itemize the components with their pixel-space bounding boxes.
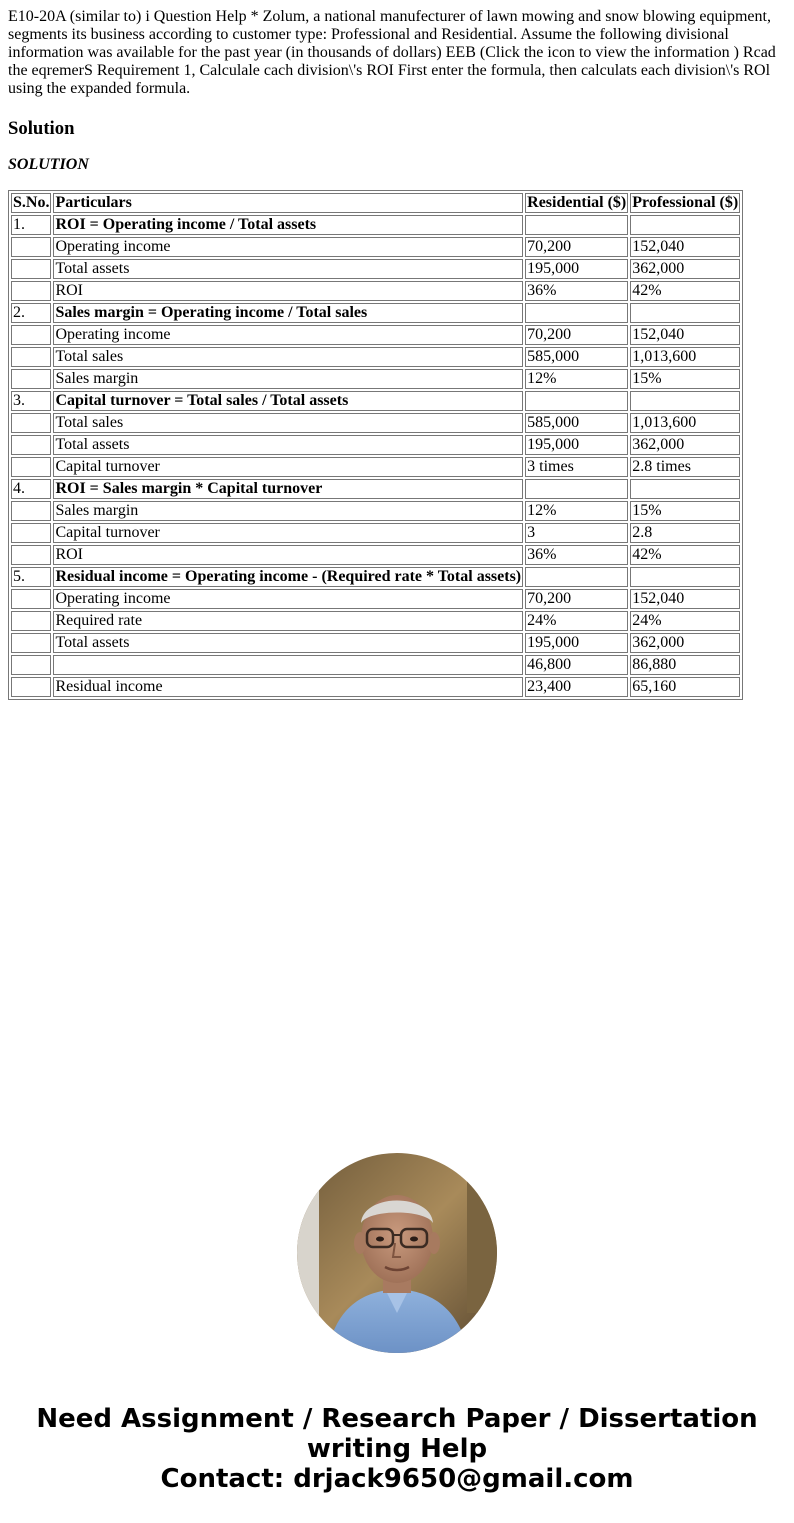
table-row (11, 589, 740, 609)
cell-label: Operating income (53, 237, 523, 257)
cell-professional: 362,000 (630, 633, 740, 653)
cell-residential: 195,000 (525, 633, 628, 653)
cell-residential (525, 215, 628, 235)
cell-professional (630, 567, 740, 587)
group-title-row (11, 215, 740, 235)
cell-residential: 12% (525, 369, 628, 389)
cell-formula: Capital turnover = Total sales / Total assets (53, 391, 523, 411)
table-row (11, 611, 740, 631)
cell-label: Total assets (53, 633, 523, 653)
cell-label: Sales margin (53, 501, 523, 521)
table-row (11, 655, 740, 675)
cell-residential: 46,800 (525, 655, 628, 675)
cell-label: Operating income (53, 589, 523, 609)
table-group (11, 391, 740, 477)
footer-line-1: Need Assignment / Research Paper / Dissertation (36, 1404, 758, 1434)
header-residential: Residential ($) (527, 194, 627, 211)
header-row (11, 193, 740, 213)
cell-sno (11, 347, 51, 367)
table-row (11, 413, 740, 433)
table-group (11, 303, 740, 389)
cell-professional: 2.8 times (630, 457, 740, 477)
table-row (11, 677, 740, 697)
cell-professional (630, 391, 740, 411)
cell-residential: 195,000 (525, 435, 628, 455)
cell-professional: 15% (630, 369, 740, 389)
cell-label: Residual income (53, 677, 523, 697)
cell-professional (630, 479, 740, 499)
cell-residential (525, 391, 628, 411)
cell-professional: 362,000 (630, 435, 740, 455)
table-row (11, 633, 740, 653)
table-row (11, 501, 740, 521)
cell-professional: 24% (630, 611, 740, 631)
group-title-row (11, 303, 740, 323)
cell-residential: 3 (525, 523, 628, 543)
cell-professional: 1,013,600 (630, 413, 740, 433)
cell-professional: 42% (630, 281, 740, 301)
cell-sno (11, 545, 51, 565)
cell-residential: 24% (525, 611, 628, 631)
cell-professional (630, 303, 740, 323)
table-header (11, 193, 740, 213)
cell-label: Total assets (53, 435, 523, 455)
group-title-row (11, 391, 740, 411)
cell-residential: 12% (525, 501, 628, 521)
cell-residential: 70,200 (525, 589, 628, 609)
cell-sno (11, 259, 51, 279)
table-row (11, 237, 740, 257)
cell-sno: 2. (11, 303, 51, 323)
cell-label: Operating income (53, 325, 523, 345)
cell-residential: 585,000 (525, 413, 628, 433)
cell-sno (11, 435, 51, 455)
cell-professional: 152,040 (630, 325, 740, 345)
cell-sno (11, 633, 51, 653)
cell-sno (11, 589, 51, 609)
cell-formula: Sales margin = Operating income / Total sales (53, 303, 523, 323)
cell-sno (11, 457, 51, 477)
cell-residential (525, 567, 628, 587)
group-title-row (11, 567, 740, 587)
cell-formula: ROI = Operating income / Total assets (53, 215, 523, 235)
cell-professional: 152,040 (630, 589, 740, 609)
table-group (11, 567, 740, 697)
cell-professional: 362,000 (630, 259, 740, 279)
cell-sno (11, 655, 51, 675)
cell-residential: 36% (525, 281, 628, 301)
header-professional: Professional ($) (632, 194, 739, 211)
cell-sno: 3. (11, 391, 51, 411)
cell-label: Total assets (53, 259, 523, 279)
cell-sno: 4. (11, 479, 51, 499)
table-row (11, 545, 740, 565)
solution-table (8, 190, 743, 700)
cell-sno (11, 325, 51, 345)
cell-professional: 2.8 (630, 523, 740, 543)
cell-residential (525, 479, 628, 499)
cell-sno: 1. (11, 215, 51, 235)
cell-residential: 195,000 (525, 259, 628, 279)
table-group (11, 215, 740, 301)
table-group (11, 479, 740, 565)
footer-line-2: writing Help (306, 1434, 488, 1464)
cell-sno (11, 501, 51, 521)
table-row (11, 435, 740, 455)
group-title-row (11, 479, 740, 499)
cell-professional: 1,013,600 (630, 347, 740, 367)
cell-label: Total sales (53, 413, 523, 433)
table-row (11, 347, 740, 367)
footer-line-3: Contact: drjack9650@gmail.com (160, 1464, 634, 1494)
table-row (11, 369, 740, 389)
cell-professional: 42% (630, 545, 740, 565)
cell-professional: 65,160 (630, 677, 740, 697)
cell-residential: 36% (525, 545, 628, 565)
cell-sno (11, 369, 51, 389)
table-row (11, 281, 740, 301)
question-text: E10-20A (similar to) i Question Help * Zolum, a national manufecturer of lawn mowing and snow blowing equipment, segments its business according to customer type: Professional and Residential. Assume the following divisional information was available for the past year (in thousands of dollars) EEB (Click the icon to view the information ) Rcad the eqremerS Requirement 1, Calculale cach division\'s ROI First enter the formula, then calculats each division\'s ROl using the expanded formula. (8, 8, 776, 97)
table-row (11, 457, 740, 477)
solution-subheading: SOLUTION (8, 156, 89, 173)
header-sno: S.No. (13, 194, 50, 211)
cell-sno (11, 611, 51, 631)
cell-label: Capital turnover (53, 523, 523, 543)
cell-label: Capital turnover (53, 457, 523, 477)
cell-label: ROI (53, 545, 523, 565)
table-row (11, 523, 740, 543)
cell-sno (11, 523, 51, 543)
cell-professional: 15% (630, 501, 740, 521)
cell-sno: 5. (11, 567, 51, 587)
cell-label: Sales margin (53, 369, 523, 389)
cell-residential: 23,400 (525, 677, 628, 697)
cell-sno (11, 281, 51, 301)
footer-ad (0, 1404, 794, 1494)
cell-formula: Residual income = Operating income - (Required rate * Total assets) (55, 568, 522, 585)
cell-residential: 585,000 (525, 347, 628, 367)
cell-residential (525, 303, 628, 323)
page-content (0, 0, 794, 700)
solution-heading: Solution (8, 118, 75, 139)
author-photo (297, 1153, 497, 1353)
cell-residential: 70,200 (525, 237, 628, 257)
cell-formula: ROI = Sales margin * Capital turnover (53, 479, 523, 499)
cell-sno (11, 237, 51, 257)
cell-label (53, 655, 523, 675)
cell-label: ROI (53, 281, 523, 301)
cell-residential: 70,200 (525, 325, 628, 345)
table-row (11, 259, 740, 279)
cell-residential: 3 times (525, 457, 628, 477)
cell-professional: 152,040 (630, 237, 740, 257)
header-particulars: Particulars (53, 193, 523, 213)
table-row (11, 325, 740, 345)
cell-label: Total sales (53, 347, 523, 367)
cell-professional (630, 215, 740, 235)
author-avatar (297, 1153, 497, 1353)
cell-professional: 86,880 (630, 655, 740, 675)
cell-sno (11, 413, 51, 433)
cell-sno (11, 677, 51, 697)
cell-label: Required rate (53, 611, 523, 631)
